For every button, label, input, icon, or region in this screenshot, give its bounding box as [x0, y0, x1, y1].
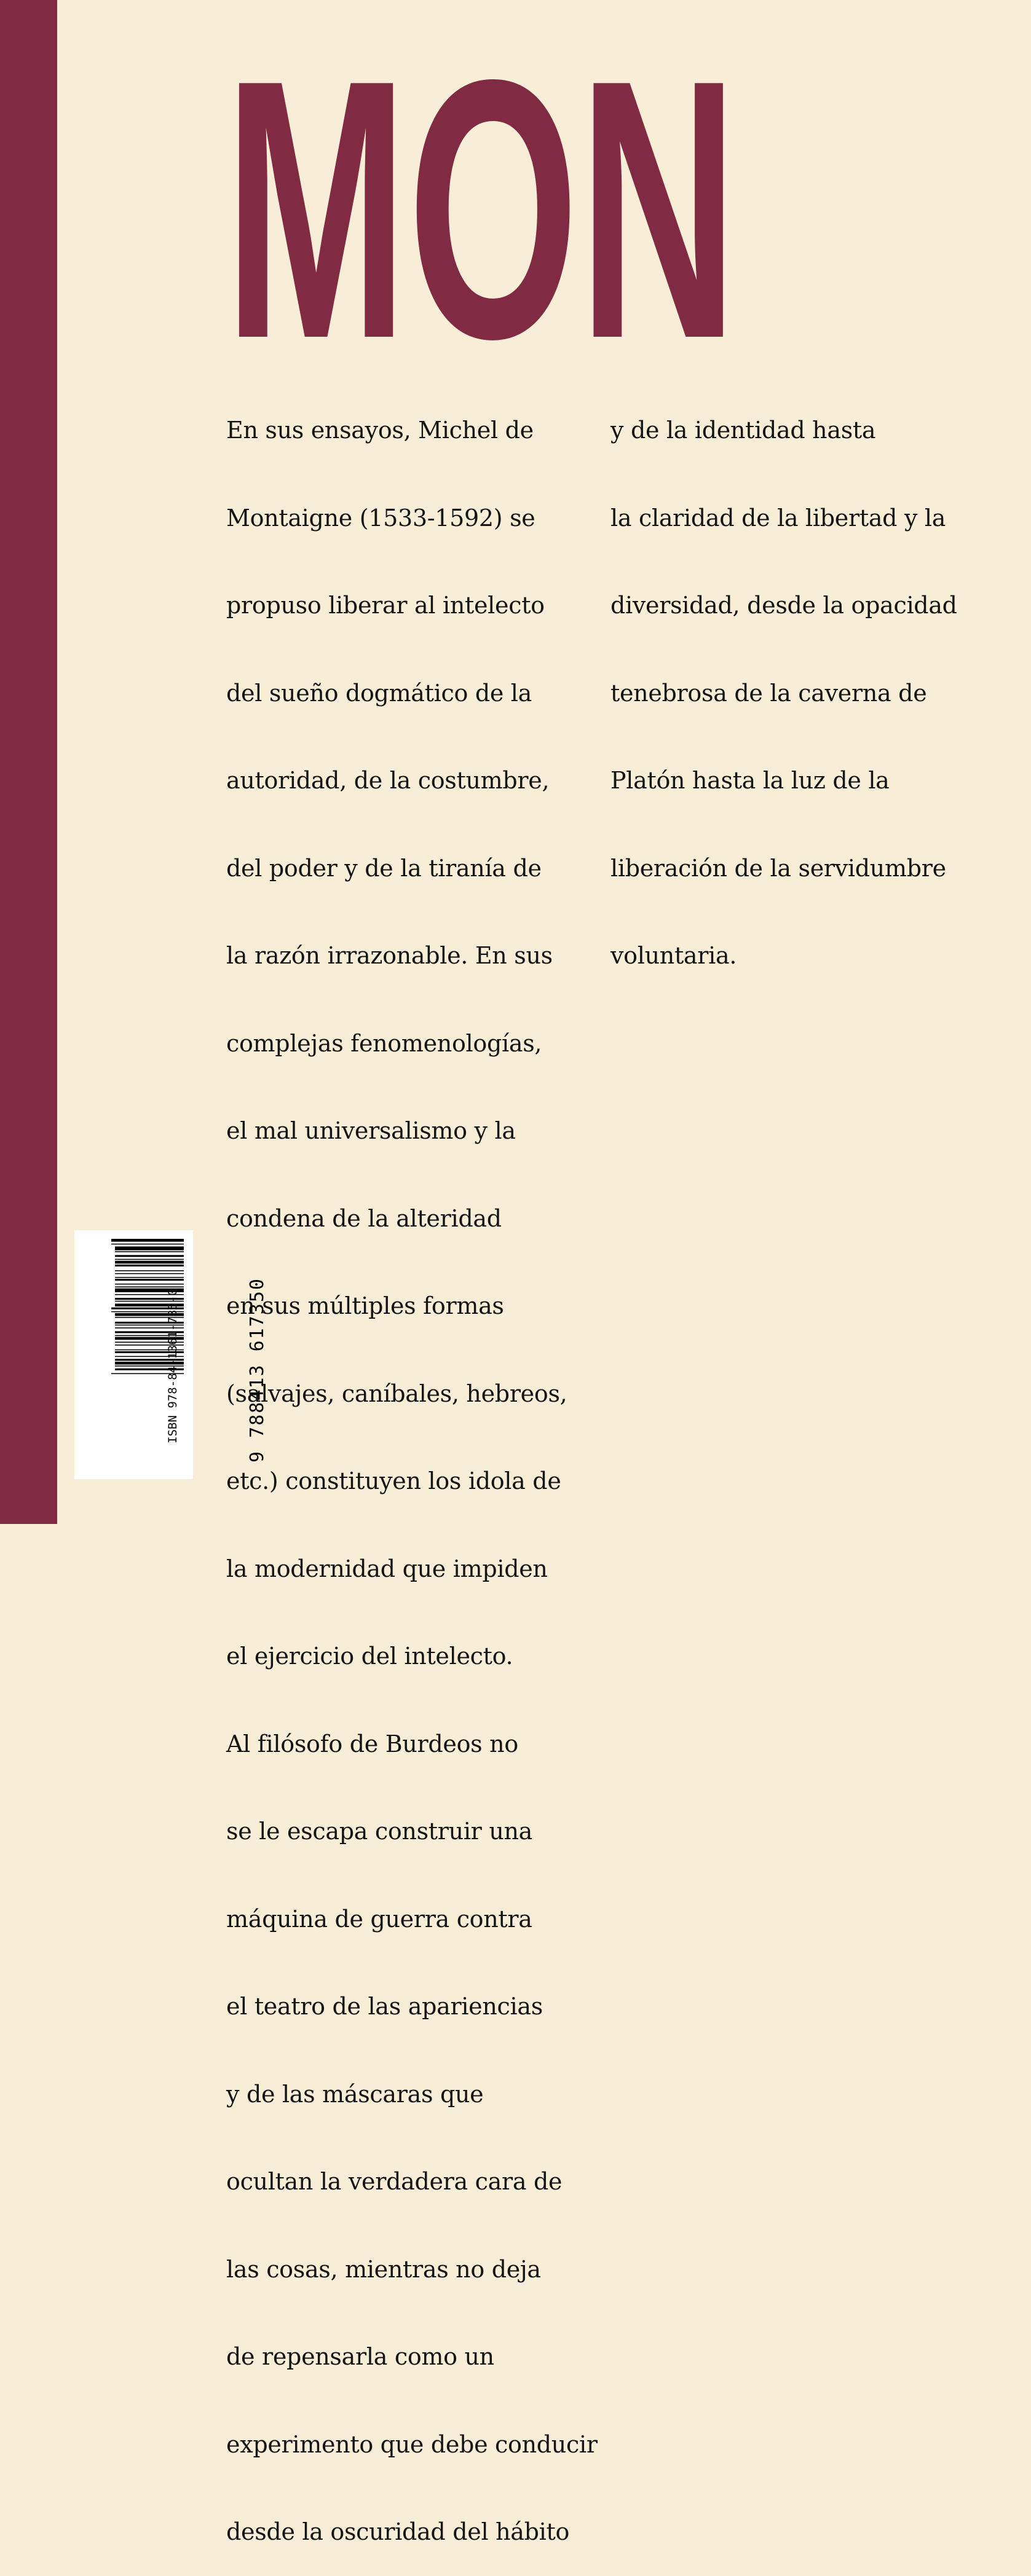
barcode-bar: [115, 1251, 184, 1252]
text-line: autoridad, de la costumbre,: [226, 767, 550, 794]
text-line: desde la oscuridad del hábito: [226, 2518, 570, 2545]
text-line: propuso liberar al intelecto: [226, 592, 545, 619]
barcode-bar: [115, 1279, 184, 1281]
body-text-right-column: [610, 358, 979, 1000]
barcode-bar: [111, 1244, 184, 1245]
text-line: tenebrosa de la caverna de: [610, 679, 927, 707]
barcode-bar: [115, 1265, 184, 1266]
text-line: la modernidad que impiden: [226, 1555, 548, 1582]
barcode-bar: [115, 1273, 184, 1274]
spine-color-band: [0, 0, 57, 1524]
text-line: máquina de guerra contra: [226, 1905, 532, 1933]
barcode-bar: [115, 1287, 184, 1288]
isbn-label: ISBN 978-84-1361-735-0: [165, 1289, 180, 1443]
barcode-bar: [115, 1259, 184, 1260]
text-line: la razón irrazonable. En sus: [226, 942, 553, 969]
text-line: En sus ensayos, Michel de: [226, 417, 534, 444]
barcode-bar: [115, 1261, 184, 1264]
text-line: etc.) constituyen los idola de: [226, 1467, 561, 1494]
text-line: del poder y de la tiranía de: [226, 854, 542, 882]
text-line: se le escapa construir una: [226, 1818, 533, 1845]
text-line: Al filósofo de Burdeos no: [226, 1730, 518, 1757]
text-line: voluntaria.: [610, 942, 737, 969]
text-line: de repensarla como un: [226, 2343, 494, 2370]
text-line: diversidad, desde la opacidad: [610, 592, 957, 619]
text-line: (salvajes, caníbales, hebreos,: [226, 1380, 567, 1407]
barcode-bar: [115, 1255, 184, 1257]
text-line: el mal universalismo y la: [226, 1117, 516, 1144]
text-line: en sus múltiples formas: [226, 1292, 504, 1319]
text-line: Montaigne (1533-1592) se: [226, 504, 535, 532]
text-line: liberación de la servidumbre: [610, 854, 946, 882]
text-line: y de las máscaras que: [226, 2080, 484, 2108]
text-line: condena de la alteridad: [226, 1204, 502, 1232]
ean-digits: 9 788413 617350: [246, 1278, 268, 1463]
text-line: Platón hasta la luz de la: [610, 767, 890, 794]
text-line: y de la identidad hasta: [610, 417, 876, 444]
cover-title: [224, 4, 741, 415]
text-line: el teatro de las apariencias: [226, 1993, 543, 2020]
barcode-bar: [111, 1239, 184, 1242]
barcode-bar: [115, 1246, 184, 1250]
text-line: del sueño dogmático de la: [226, 679, 532, 707]
barcode-bar: [115, 1270, 184, 1271]
text-line: complejas fenomenologías,: [226, 1029, 542, 1057]
cover-title-text: MON: [224, 4, 738, 415]
text-line: la claridad de la libertad y la: [610, 504, 946, 532]
body-text-left-column: [226, 358, 598, 2576]
text-line: ocultan la verdadera cara de: [226, 2168, 563, 2195]
text-line: las cosas, mientras no deja: [226, 2255, 541, 2283]
text-line: el ejercicio del intelecto.: [226, 1643, 513, 1670]
barcode-bar: [115, 1277, 184, 1278]
barcode-bar: [115, 1284, 184, 1285]
text-line: experimento que debe conducir: [226, 2430, 598, 2458]
